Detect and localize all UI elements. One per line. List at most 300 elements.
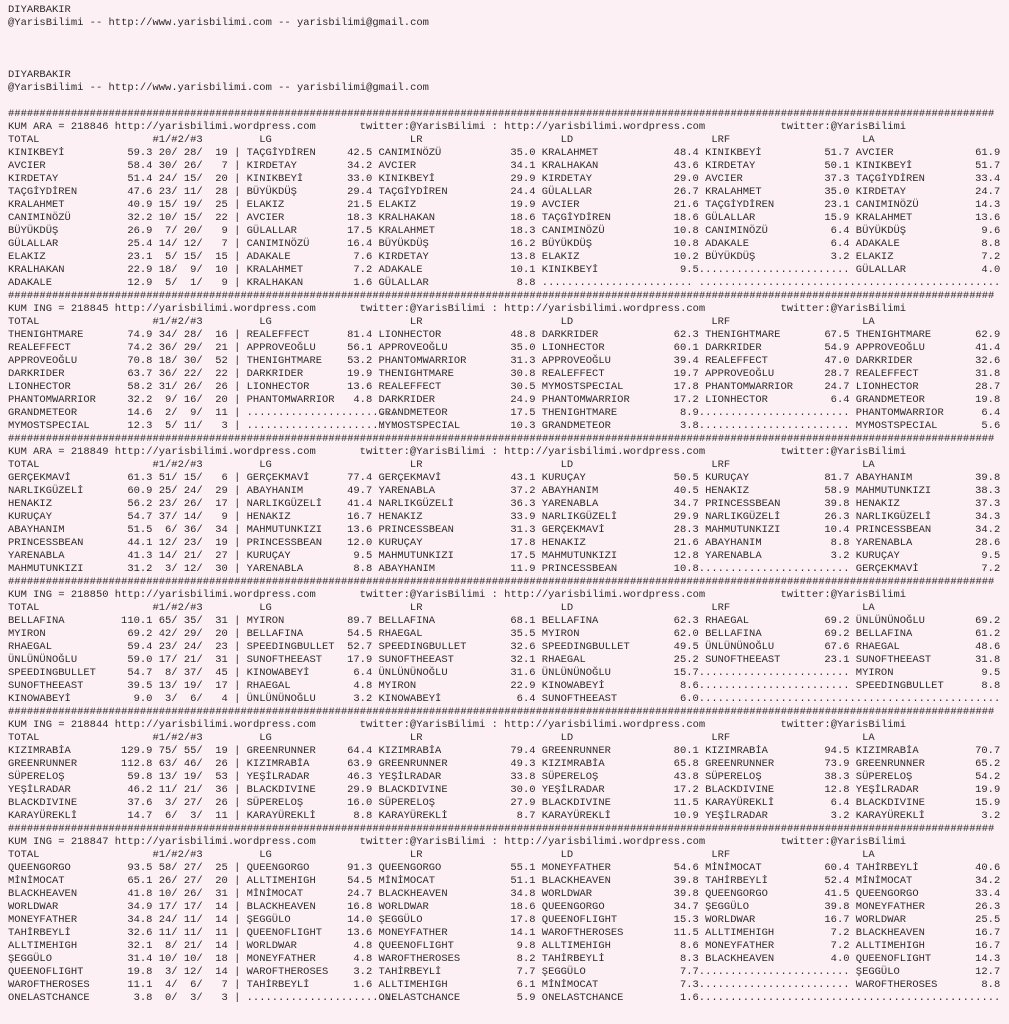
lr-score: 11.9: [510, 563, 536, 575]
third-place-count: 18: [215, 953, 228, 965]
twitter-handle[interactable]: twitter:@YarisBilimi: [780, 303, 907, 315]
third-place-count: 30: [215, 563, 228, 575]
horse-name: WORLDWAR: [8, 901, 59, 913]
lrf-horse: KRALAHMET: [705, 186, 762, 198]
ld-score: 11.5: [673, 797, 699, 809]
lrf-score: 3.2: [830, 251, 850, 263]
first-place-count: 75/: [158, 745, 178, 757]
lr-horse: KINOWABEYİ: [378, 693, 442, 705]
ld-horse: MAHMUTUNKIZI: [541, 550, 618, 562]
ld-horse: GRANDMETEOR: [541, 420, 611, 432]
ld-horse: MYIRON: [541, 628, 580, 640]
column-divider: |: [234, 342, 241, 354]
lrf-score: 26.3: [824, 511, 850, 523]
lr-score: 18.3: [510, 225, 536, 237]
lg-score: 89.7: [347, 615, 373, 627]
twitter-link[interactable]: twitter:@YarisBilimi : http://yarisbilimi.wordpress.com: [359, 121, 706, 133]
lr-score: 35.5: [510, 628, 536, 640]
second-place-count: 26/: [183, 160, 203, 172]
lg-score: 56.1: [347, 342, 373, 354]
horse-name: KINOWABEYİ: [8, 693, 71, 705]
second-place-count: 11/: [183, 927, 203, 939]
la-score: 16.7: [975, 940, 1001, 952]
header-ld: LD: [560, 134, 574, 146]
horse-name: GREENRUNNER: [8, 758, 78, 770]
contact-line: @YarisBilimi -- http://www.yarisbilimi.com -- yarisbilimi@gmail.com: [8, 17, 429, 29]
lg-horse: GREENRUNNER: [246, 745, 316, 757]
la-horse: RHAEGAL: [855, 641, 900, 653]
lg-horse: AVCIER: [246, 212, 285, 224]
second-place-count: 3/: [190, 810, 203, 822]
ld-horse: ALLTIMEHIGH: [541, 940, 611, 952]
ld-score: 3.8: [679, 420, 699, 432]
ld-horse: ELAKIZ: [541, 251, 580, 263]
header-lg: LG: [259, 849, 272, 861]
first-place-count: 5/: [165, 277, 178, 289]
lrf-horse: BÜYÜKDÜŞ: [705, 251, 756, 263]
lg-horse: APPROVEOĞLU: [246, 342, 316, 354]
header-total: TOTAL: [8, 602, 40, 614]
ld-horse: APPROVEOĞLU: [541, 355, 611, 367]
third-place-count: 7: [221, 160, 228, 172]
lr-horse: ONELASTCHANCE: [378, 992, 461, 1004]
horse-name: WAROFTHEROSES: [8, 979, 90, 991]
lrf-score: 52.4: [824, 875, 850, 887]
la-score: 69.2: [975, 615, 1001, 627]
empty-cell: ........................: [698, 407, 850, 419]
column-divider: |: [234, 628, 241, 640]
first-place-count: 5/: [165, 251, 178, 263]
la-horse: DARKRIDER: [855, 355, 913, 367]
ld-horse: GÜLALLAR: [541, 186, 593, 198]
first-place-count: 7/: [165, 225, 178, 237]
lg-horse: BÜYÜKDÜŞ: [246, 186, 297, 198]
la-horse: ADAKALE: [855, 238, 900, 250]
ld-horse: BLACKHEAVEN: [541, 875, 611, 887]
la-horse: MİNİMOCAT: [855, 875, 913, 887]
twitter-handle[interactable]: twitter:@YarisBilimi: [780, 719, 907, 731]
first-place-count: 23/: [158, 641, 178, 653]
first-place-count: 8/: [165, 940, 178, 952]
third-place-count: 34: [215, 524, 228, 536]
ld-score: 8.9: [679, 407, 699, 419]
third-place-count: 25: [215, 862, 228, 874]
first-place-count: 6/: [165, 810, 178, 822]
ld-score: 34.7: [673, 498, 699, 510]
second-place-count: 15/: [183, 173, 203, 185]
header-la: LA: [862, 316, 875, 328]
second-place-count: 37/: [183, 667, 203, 679]
column-divider: |: [234, 407, 241, 419]
la-horse: GRANDMETEOR: [855, 394, 925, 406]
horse-name: BÜYÜKDÜŞ: [8, 225, 59, 237]
lg-horse: GÜLALLAR: [246, 225, 297, 237]
lg-horse: ADAKALE: [246, 251, 291, 263]
lr-score: 7.7: [516, 966, 536, 978]
lg-horse: QUEENGORGO: [246, 862, 310, 874]
ld-horse: KARAYÜREKLİ: [541, 810, 611, 822]
lg-horse: CANIMINÖZÜ: [246, 238, 310, 250]
ld-horse: KURUÇAY: [541, 472, 586, 484]
total-score: 34.8: [127, 914, 153, 926]
third-place-count: 31: [215, 615, 228, 627]
header-total: TOTAL: [8, 316, 40, 328]
header-la: LA: [862, 134, 875, 146]
twitter-handle[interactable]: twitter:@YarisBilimi: [780, 589, 907, 601]
lr-horse: HENAKIZ: [378, 511, 423, 523]
lr-score: 34.8: [510, 888, 536, 900]
lr-score: 8.2: [516, 953, 536, 965]
la-score: 12.7: [975, 966, 1001, 978]
la-score: 51.7: [975, 160, 1001, 172]
lr-horse: GÜLALLAR: [378, 277, 429, 289]
second-place-count: 15/: [183, 251, 203, 263]
horse-name: GERÇEKMAVİ: [8, 472, 71, 484]
third-place-count: 45: [215, 667, 228, 679]
second-place-count: 9/: [190, 407, 203, 419]
lg-score: 7.2: [353, 264, 373, 276]
second-place-count: 23/: [183, 537, 203, 549]
second-place-count: 22/: [183, 368, 203, 380]
lg-score: 19.9: [347, 368, 373, 380]
third-place-count: 11: [215, 810, 228, 822]
lr-score: 17.8: [510, 537, 536, 549]
horse-name: MAHMUTUNKIZI: [8, 563, 84, 575]
lrf-horse: ALLTIMEHIGH: [705, 927, 775, 939]
lr-score: 32.1: [510, 654, 536, 666]
la-horse: QUEENGORGO: [855, 888, 919, 900]
ld-score: 80.1: [673, 745, 699, 757]
lr-horse: REALEFFECT: [378, 381, 442, 393]
la-score: 25.5: [975, 914, 1001, 926]
lrf-horse: SÜPERELOŞ: [705, 771, 762, 783]
third-place-count: 14: [215, 940, 228, 952]
total-score: 32.2: [127, 212, 153, 224]
ld-score: 15.3: [673, 914, 699, 926]
header-total: TOTAL: [8, 134, 40, 146]
total-score: 54.7: [127, 667, 153, 679]
lg-horse: ELAKIZ: [246, 199, 285, 211]
header-lg: LG: [259, 316, 272, 328]
first-place-count: 9/: [165, 394, 178, 406]
lrf-score: 8.8: [830, 537, 850, 549]
lrf-horse: MAHMUTUNKIZI: [705, 524, 781, 536]
lg-score: 53.2: [347, 355, 373, 367]
third-place-count: 4: [221, 693, 228, 705]
lr-horse: MYMOSTSPECIAL: [378, 420, 461, 432]
horse-name: LIONHECTOR: [8, 381, 71, 393]
total-score: 110.1: [121, 615, 153, 627]
lrf-horse: BELLAFINA: [705, 628, 762, 640]
separator: #############################################################################################################################################################: [8, 108, 995, 120]
lg-horse: TAÇGİYDİREN: [246, 147, 316, 159]
race-title: KUM ARA = 218849 http://yarisbilimi.wordpress.com: [8, 446, 316, 458]
lg-horse: ALLTIMEHIGH: [246, 875, 316, 887]
third-place-count: 14: [215, 914, 228, 926]
lrf-horse: KIRDETAY: [705, 160, 756, 172]
lr-score: 10.1: [510, 264, 536, 276]
first-place-count: 10/: [158, 953, 178, 965]
lg-score: 8.8: [353, 563, 373, 575]
la-horse: BLACKHEAVEN: [855, 927, 925, 939]
column-divider: |: [234, 524, 241, 536]
la-horse: KIZIMRABİA: [855, 745, 919, 757]
header-la: LA: [862, 732, 875, 744]
ld-score: 10.8: [673, 238, 699, 250]
first-place-count: 10/: [158, 888, 178, 900]
lrf-horse: KURUÇAY: [705, 472, 750, 484]
la-score: 24.7: [975, 186, 1001, 198]
twitter-link[interactable]: twitter:@YarisBilimi : http://yarisbilimi.wordpress.com: [359, 719, 706, 731]
ld-score: 19.7: [673, 368, 699, 380]
third-place-count: 3: [221, 420, 228, 432]
lr-horse: KARAYÜREKLİ: [378, 810, 448, 822]
la-score: 9.5: [981, 667, 1001, 679]
lr-horse: ELAKIZ: [378, 199, 417, 211]
ld-horse: MİNİMOCAT: [541, 979, 599, 991]
lg-horse: SÜPERELOŞ: [246, 797, 304, 809]
header-ld: LD: [560, 602, 574, 614]
header-ld: LD: [560, 459, 574, 471]
first-place-count: 24/: [158, 173, 178, 185]
lg-horse: MONEYFATHER: [246, 953, 316, 965]
lr-score: 13.8: [510, 251, 536, 263]
third-place-count: 14: [215, 901, 228, 913]
third-place-count: 28: [215, 186, 228, 198]
la-score: 32.6: [975, 355, 1001, 367]
lg-horse: REALEFFECT: [246, 329, 310, 341]
lg-score: 29.4: [347, 186, 373, 198]
third-place-count: 26: [215, 797, 228, 809]
ld-horse: HENAKIZ: [541, 537, 586, 549]
total-score: 46.2: [127, 784, 153, 796]
twitter-handle[interactable]: twitter:@YarisBilimi: [780, 446, 907, 458]
la-score: 61.9: [975, 147, 1001, 159]
third-place-count: 26: [215, 758, 228, 770]
column-divider: |: [234, 381, 241, 393]
lg-horse: KARAYÜREKLİ: [246, 810, 316, 822]
third-place-count: 9: [221, 511, 228, 523]
header-places: #1/#2/#3: [152, 459, 203, 471]
la-horse: MYMOSTSPECIAL: [855, 420, 938, 432]
second-place-count: 27/: [183, 797, 203, 809]
lr-score: 49.3: [510, 758, 536, 770]
lrf-horse: AVCIER: [705, 173, 743, 185]
empty-cell: ........................: [698, 277, 850, 289]
header-places: #1/#2/#3: [152, 602, 203, 614]
lr-horse: TAHİRBEYLİ: [378, 966, 442, 978]
second-place-count: 19/: [183, 199, 203, 211]
la-horse: YARENABLA: [855, 537, 913, 549]
header-lrf: LRF: [711, 849, 731, 861]
total-score: 59.4: [127, 641, 153, 653]
lg-horse: HENAKIZ: [246, 511, 291, 523]
lg-horse: YARENABLA: [246, 563, 304, 575]
twitter-handle[interactable]: twitter:@YarisBilimi: [780, 121, 907, 133]
column-divider: |: [234, 784, 241, 796]
first-place-count: 37/: [158, 511, 178, 523]
la-horse: LIONHECTOR: [855, 381, 919, 393]
ld-horse: KINIKBEYİ: [541, 264, 599, 276]
race-title: KUM ING = 218847 http://yarisbilimi.wordpress.com: [8, 836, 316, 848]
lr-horse: ADAKALE: [378, 264, 423, 276]
lr-score: 55.1: [510, 862, 536, 874]
ld-score: 7.7: [679, 966, 699, 978]
lg-score: 54.5: [347, 628, 373, 640]
la-horse: REALEFFECT: [855, 368, 919, 380]
empty-cell: ........................: [246, 420, 398, 432]
lr-score: 16.2: [510, 238, 536, 250]
column-divider: |: [234, 173, 241, 185]
lrf-score: 47.0: [824, 355, 850, 367]
lrf-score: 23.1: [824, 654, 850, 666]
horse-name: PHANTOMWARRIOR: [8, 394, 96, 406]
column-divider: |: [234, 186, 241, 198]
lr-score: 6.1: [516, 979, 536, 991]
first-place-count: 23/: [158, 498, 178, 510]
lr-horse: BLACKDIVINE: [378, 784, 448, 796]
first-place-count: 2/: [165, 407, 178, 419]
second-place-count: 11/: [183, 914, 203, 926]
column-divider: |: [234, 264, 241, 276]
second-place-count: 30/: [183, 355, 203, 367]
column-divider: |: [234, 550, 241, 562]
lr-score: 14.1: [510, 927, 536, 939]
third-place-count: 19: [215, 537, 228, 549]
la-score: 19.9: [975, 784, 1001, 796]
ld-horse: ÜNLÜNÜNOĞLU: [541, 667, 611, 679]
lrf-score: 12.8: [824, 784, 850, 796]
lr-horse: AVCIER: [378, 160, 417, 172]
lg-score: 42.5: [347, 147, 373, 159]
lg-score: 17.9: [347, 654, 373, 666]
lr-score: 30.0: [510, 784, 536, 796]
horse-name: ELAKIZ: [8, 251, 46, 263]
ld-horse: LIONHECTOR: [541, 342, 605, 354]
horse-name: QUEENOFLIGHT: [8, 966, 84, 978]
first-place-count: 63/: [158, 758, 178, 770]
la-score: 37.3: [975, 498, 1001, 510]
ld-score: 15.7: [673, 667, 699, 679]
horse-name: MYIRON: [8, 628, 46, 640]
lrf-horse: CANIMINÖZÜ: [705, 225, 768, 237]
column-divider: |: [234, 940, 241, 952]
empty-cell: ........................: [698, 966, 850, 978]
lr-horse: SÜPERELOŞ: [378, 797, 436, 809]
third-place-count: 19: [215, 147, 228, 159]
lrf-horse: NARLIKGÜZELİ: [705, 511, 781, 523]
lg-score: 13.6: [347, 927, 373, 939]
lg-score: 8.8: [353, 810, 373, 822]
lrf-horse: RHAEGAL: [705, 615, 750, 627]
twitter-link[interactable]: twitter:@YarisBilimi : http://yarisbilimi.wordpress.com: [359, 836, 706, 848]
ld-score: 62.0: [673, 628, 699, 640]
third-place-count: 23: [215, 641, 228, 653]
column-divider: |: [234, 420, 241, 432]
lr-horse: PHANTOMWARRIOR: [378, 355, 467, 367]
lg-score: 3.2: [353, 966, 373, 978]
lr-score: 24.4: [510, 186, 536, 198]
third-place-count: 20: [215, 173, 228, 185]
ld-horse: CANIMINÖZÜ: [541, 225, 605, 237]
empty-cell: ........................: [698, 992, 850, 1004]
first-place-count: 6/: [165, 524, 178, 536]
header-lr: LR: [409, 849, 423, 861]
column-divider: |: [234, 745, 241, 757]
ld-score: 10.8: [673, 563, 699, 575]
second-place-count: 15/: [183, 472, 203, 484]
lr-horse: ŞEGGÜLO: [378, 914, 423, 926]
twitter-handle[interactable]: twitter:@YarisBilimi: [780, 836, 907, 848]
lr-horse: ALLTIMEHIGH: [378, 979, 448, 991]
lr-horse: GERÇEKMAVİ: [378, 472, 442, 484]
lrf-score: 15.9: [824, 212, 850, 224]
lr-horse: TAÇGİYDİREN: [378, 186, 448, 198]
header-lr: LR: [409, 732, 423, 744]
twitter-link[interactable]: twitter:@YarisBilimi : http://yarisbilimi.wordpress.com: [359, 446, 706, 458]
total-score: 56.2: [127, 498, 153, 510]
ld-horse: ŞEGGÜLO: [541, 966, 586, 978]
second-place-count: 24/: [183, 641, 203, 653]
la-score: 8.8: [981, 680, 1001, 692]
third-place-count: 20: [215, 628, 228, 640]
twitter-link[interactable]: twitter:@YarisBilimi : http://yarisbilimi.wordpress.com: [359, 589, 706, 601]
header-ld: LD: [560, 732, 574, 744]
horse-name: RHAEGAL: [8, 641, 52, 653]
ld-score: 43.6: [673, 160, 699, 172]
column-divider: |: [234, 862, 241, 874]
la-score: 48.6: [975, 641, 1001, 653]
lg-horse: BLACKDIVINE: [246, 784, 316, 796]
lrf-horse: ÜNLÜNÜNOĞLU: [705, 641, 775, 653]
horse-name: ONELASTCHANCE: [8, 992, 90, 1004]
lr-horse: KIZIMRABİA: [378, 745, 442, 757]
ld-horse: ABAYHANIM: [541, 485, 599, 497]
la-score: 5.6: [981, 420, 1001, 432]
ld-score: 9.5: [679, 264, 699, 276]
lg-horse: BLACKHEAVEN: [246, 901, 316, 913]
lr-horse: BELLAFINA: [378, 615, 436, 627]
lg-horse: SPEEDINGBULLET: [246, 641, 335, 653]
race-title: KUM ING = 218845 http://yarisbilimi.wordpress.com: [8, 303, 316, 315]
twitter-link[interactable]: twitter:@YarisBilimi : http://yarisbilimi.wordpress.com: [359, 303, 706, 315]
lrf-score: 51.7: [824, 147, 850, 159]
column-divider: |: [234, 394, 241, 406]
column-divider: |: [234, 199, 241, 211]
horse-name: SÜPERELOŞ: [8, 771, 65, 783]
column-divider: |: [234, 992, 241, 1004]
empty-cell: ........................: [698, 667, 850, 679]
horse-name: KINIKBEYİ: [8, 147, 65, 159]
lg-horse: SUNOFTHEEAST: [246, 654, 323, 666]
first-place-count: 42/: [158, 628, 178, 640]
total-score: 12.3: [127, 420, 153, 432]
ld-horse: MONEYFATHER: [541, 862, 611, 874]
header-places: #1/#2/#3: [152, 316, 203, 328]
horse-name: KURUÇAY: [8, 511, 52, 523]
first-place-count: 65/: [158, 615, 178, 627]
ld-score: 48.4: [673, 147, 699, 159]
total-score: 14.7: [127, 810, 153, 822]
ld-score: 1.6: [679, 992, 699, 1004]
header-lr: LR: [409, 316, 423, 328]
second-place-count: 35/: [183, 615, 203, 627]
column-divider: |: [234, 563, 241, 575]
total-score: 69.2: [127, 628, 153, 640]
lr-score: 22.9: [510, 680, 536, 692]
la-score: 15.9: [975, 797, 1001, 809]
lr-horse: GREENRUNNER: [378, 758, 448, 770]
